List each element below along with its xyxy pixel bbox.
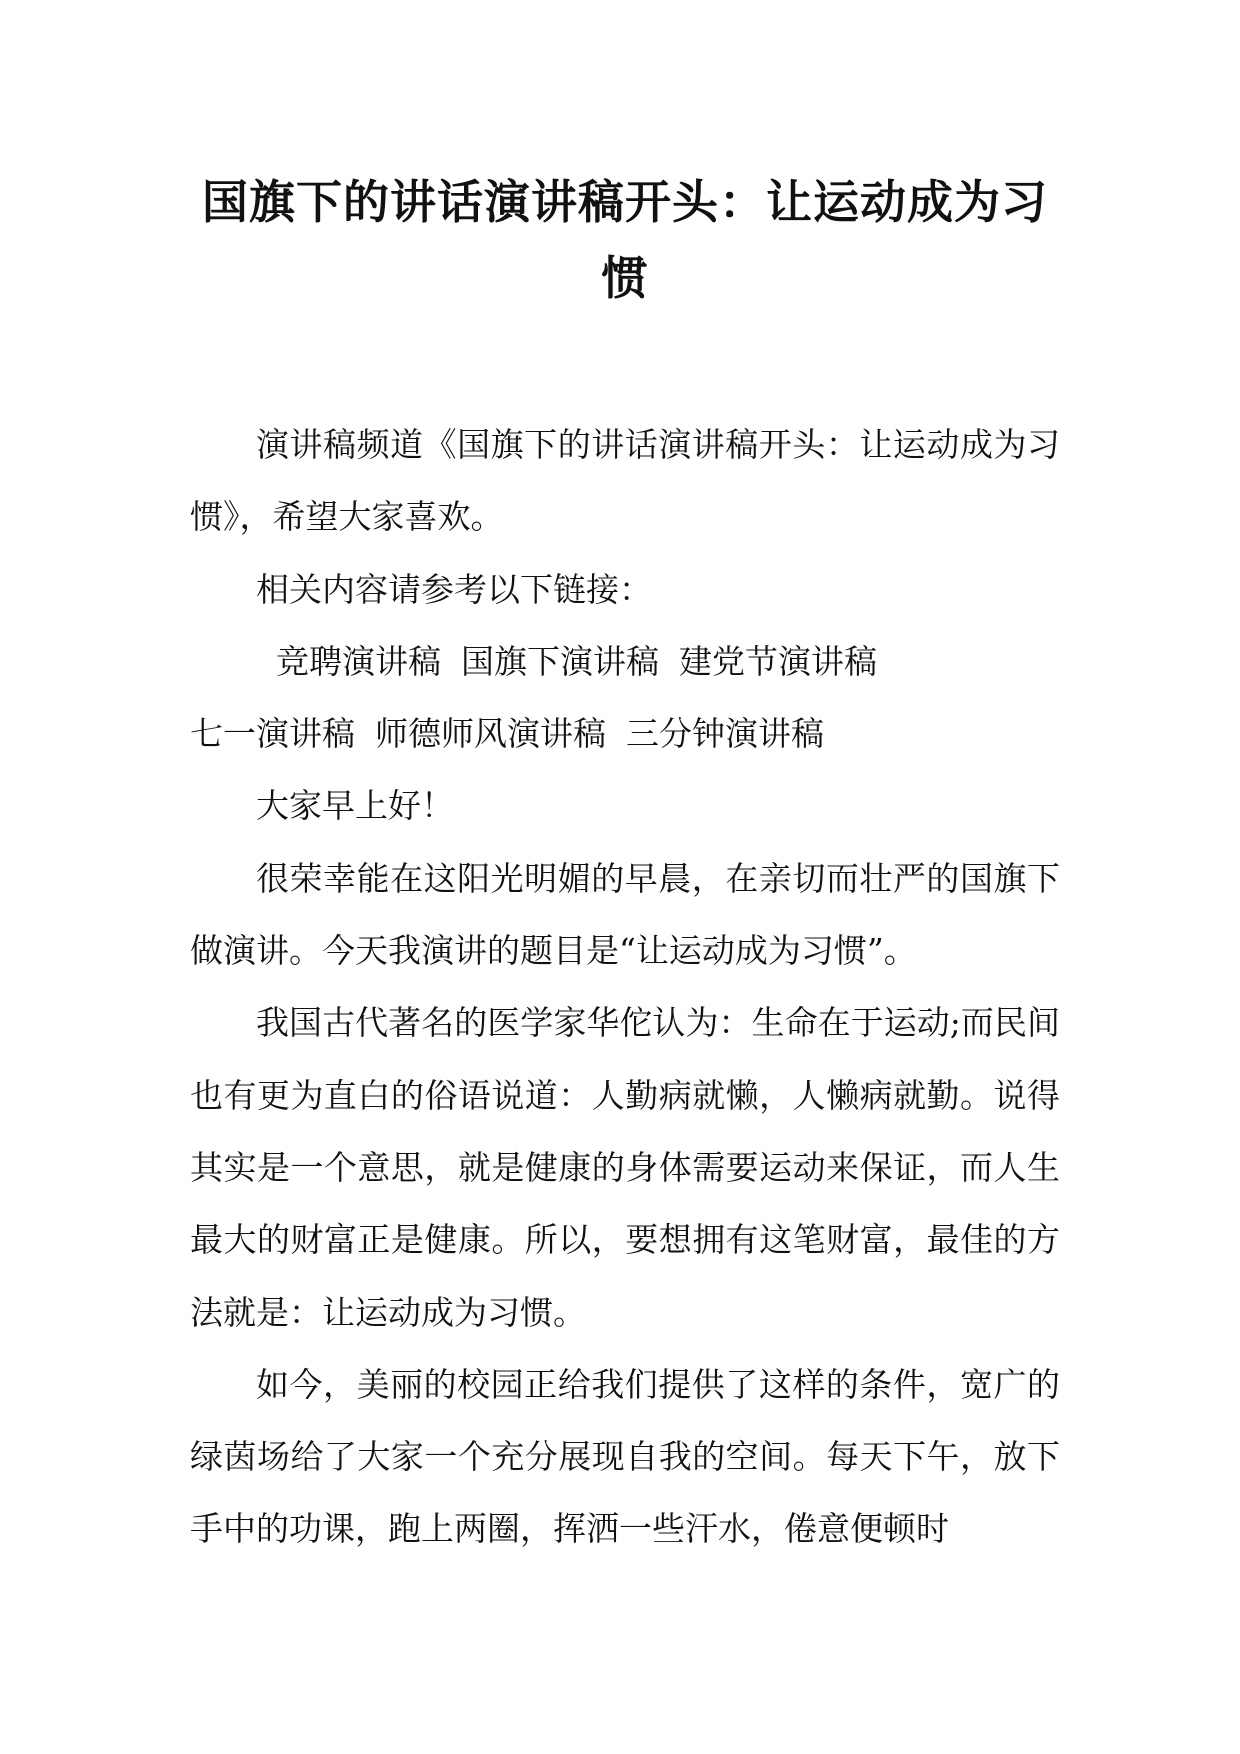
link-three-minute-speech[interactable]: 三分钟演讲稿 — [626, 714, 824, 754]
related-links-list — [190, 626, 1060, 771]
body-paragraph-1: 很荣幸能在这阳光明媚的早晨，在亲切而壮严的国旗下做演讲。今天我演讲的题目是“让运动成为习惯”。 — [190, 858, 1060, 971]
document-title: 国旗下的讲话演讲稿开头：让运动成为习惯 — [202, 175, 1048, 305]
link-teacher-ethics-speech[interactable]: 师德师风演讲稿 — [375, 714, 606, 754]
link-indent — [190, 626, 256, 698]
greeting-paragraph: 大家早上好！ — [256, 786, 454, 826]
body-paragraph-2: 我国古代著名的医学家华佗认为：生命在于运动;而民间也有更为直白的俗语说道：人勤病就懒，人懒病就勤。说得其实是一个意思，就是健康的身体需要运动来保证，而人生最大的财富正是健康。所以，要想拥有这笔财富，最佳的方法就是：让运动成为习惯。 — [190, 1003, 1060, 1332]
link-competition-speech[interactable]: 竞聘演讲稿 — [276, 641, 441, 681]
link-july-first-speech[interactable]: 七一演讲稿 — [190, 714, 355, 754]
related-links-label: 相关内容请参考以下链接： — [256, 569, 652, 609]
link-party-day-speech[interactable]: 建党节演讲稿 — [679, 641, 877, 681]
link-flag-speech[interactable]: 国旗下演讲稿 — [461, 641, 659, 681]
intro-paragraph: 演讲稿频道《国旗下的讲话演讲稿开头：让运动成为习惯》，希望大家喜欢。 — [190, 425, 1060, 537]
document-body — [190, 409, 1060, 1566]
body-paragraph-3: 如今，美丽的校园正给我们提供了这样的条件，宽广的绿茵场给了大家一个充分展现自我的空间。每天下午，放下手中的功课，跑上两圈，挥洒一些汗水，倦意便顿时 — [190, 1364, 1060, 1549]
